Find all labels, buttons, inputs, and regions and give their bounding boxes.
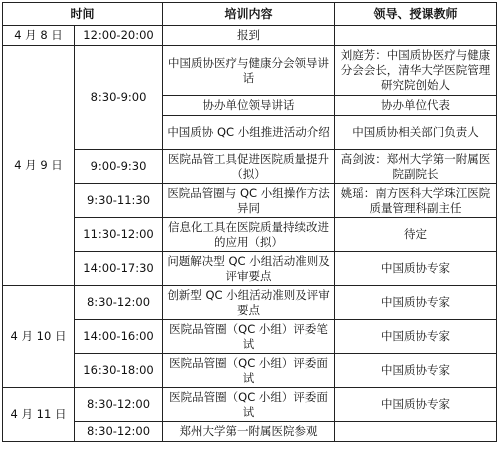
teacher-cell: 待定	[335, 218, 497, 252]
time-cell: 16:30-18:00	[75, 354, 163, 388]
table-row	[3, 286, 497, 320]
date-cell: 4 月 8 日	[3, 26, 75, 46]
table-row	[3, 184, 497, 218]
content-cell: 医院品管圈（QC 小组）评委笔试	[163, 320, 335, 354]
date-cell: 4 月 9 日	[3, 46, 75, 286]
table-row	[3, 218, 497, 252]
table-row	[3, 252, 497, 286]
teacher-cell: 中国质协专家	[335, 286, 497, 320]
header-content: 培训内容	[163, 3, 335, 26]
table-row	[3, 422, 497, 442]
time-cell: 11:30-12:00	[75, 218, 163, 252]
content-cell: 中国质协医疗与健康分会领导讲话	[163, 46, 335, 96]
table-row	[3, 26, 497, 46]
time-cell: 12:00-20:00	[75, 26, 163, 46]
table-row	[3, 388, 497, 422]
content-cell: 创新型 QC 小组活动准则及评审要点	[163, 286, 335, 320]
content-cell: 医院品管圈与 QC 小组操作方法异同	[163, 184, 335, 218]
time-cell: 14:00-16:00	[75, 320, 163, 354]
time-cell: 9:00-9:30	[75, 150, 163, 184]
content-cell: 医院品管圈（QC 小组）评委面试	[163, 388, 335, 422]
date-cell: 4 月 10 日	[3, 286, 75, 388]
time-cell: 8:30-9:00	[75, 46, 163, 150]
teacher-cell: 刘庭芳：中国质协医疗与健康分会会长，清华大学医院管理研究院创始人	[335, 46, 497, 96]
teacher-cell: 中国质协专家	[335, 252, 497, 286]
schedule-table	[2, 2, 497, 442]
teacher-cell	[335, 26, 497, 46]
content-cell: 中国质协 QC 小组推进活动介绍	[163, 116, 335, 150]
content-cell: 郑州大学第一附属医院参观	[163, 422, 335, 442]
teacher-cell: 中国质协相关部门负责人	[335, 116, 497, 150]
teacher-cell: 协办单位代表	[335, 96, 497, 116]
teacher-cell	[335, 422, 497, 442]
teacher-cell: 中国质协专家	[335, 320, 497, 354]
header-teacher: 领导、授课教师	[335, 3, 497, 26]
table-row	[3, 150, 497, 184]
teacher-cell: 高剑波：郑州大学第一附属医院副院长	[335, 150, 497, 184]
content-cell: 问题解决型 QC 小组活动准则及评审要点	[163, 252, 335, 286]
content-cell: 协办单位领导讲话	[163, 96, 335, 116]
content-cell: 信息化工具在医院质量持续改进的应用（拟）	[163, 218, 335, 252]
content-cell: 报到	[163, 26, 335, 46]
table-row	[3, 320, 497, 354]
content-cell: 医院品管圈（QC 小组）评委面试	[163, 354, 335, 388]
table-row	[3, 46, 497, 96]
time-cell: 8:30-12:00	[75, 286, 163, 320]
header-time: 时间	[3, 3, 163, 26]
teacher-cell: 中国质协专家	[335, 388, 497, 422]
time-cell: 9:30-11:30	[75, 184, 163, 218]
teacher-cell: 中国质协专家	[335, 354, 497, 388]
teacher-cell: 姚瑶：南方医科大学珠江医院质量管理科副主任	[335, 184, 497, 218]
date-cell: 4 月 11 日	[3, 388, 75, 442]
content-cell: 医院品管工具促进医院质量提升（拟）	[163, 150, 335, 184]
table-row	[3, 354, 497, 388]
time-cell: 8:30-12:00	[75, 422, 163, 442]
header-row	[3, 3, 497, 26]
time-cell: 14:00-17:30	[75, 252, 163, 286]
time-cell: 8:30-12:00	[75, 388, 163, 422]
